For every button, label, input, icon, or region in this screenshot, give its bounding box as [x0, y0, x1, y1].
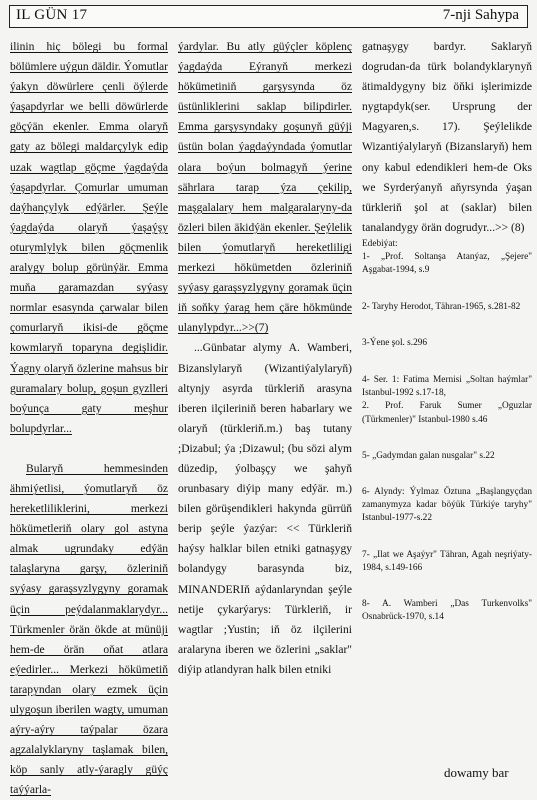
column-2 — [178, 37, 352, 680]
paragraph: Bularyň hemmesinden ähmiýetlisi, ýomutlaryň öz hereketliliklerini, merkezi hökümetleriň olary gol astyna almak ugrundaky edýän talaşlaryna garşy, özleriniň syýasy garaşsyzlygyny goramak üçin peýdalanmaklarydyr... Türkmenler örän ökde at münüji hem-de örän oňat atlara eýedirler... Merkezi hökümetiň tarapyndan olary ezmek üçin ulygoşun iberilen wagty, umuman aýry-aýry taýpalar özara agzalalyklaryny taşlamak bilen, köp sanly atly-ýaragly güýç taýýarla- — [10, 462, 168, 797]
page-header — [9, 5, 528, 28]
continued-note: dowamy bar — [444, 765, 509, 780]
reference-item: 4- Ser. 1: Fatima Mernisi „Soltan haýmlar" Istanbul-1992 s.17-18, — [362, 374, 532, 399]
reference-item: 3-Ýene şol. s.296 — [362, 337, 428, 348]
reference-item: 5- „Gadymdan galan nusgalar" s.22 — [362, 450, 495, 461]
paragraph: ýardylar. Bu atly güýçler köplenç ýagdaýda Eýranyň merkezi hökümetiniň garşysynda öz üstünliklerini saklap bilipdirler. Emma garşysyndaky goşunyň güýji üstün bolan ýagdaýyndada ýomutlar olara boýun bolmagyň ýerine sährlara tarap ýza çekilip, maşgalalary hem malgaralaryny-da özleri bilen äkidýän ekenler. Şeýlelik bilen ýomutlaryň hereketliligi merkezi hökümetden özleriniň syýasy garaşsyzlygyny goramak üçin iň soňky ýarag hem çäre hökmünde ulanylypdyr...>>(7) — [178, 41, 352, 335]
reference-item: 1- „Prof. Soltanşa Atanýaz, „Şejere" Aşgabat-1994, s.9 — [362, 252, 532, 276]
newspaper-issue: IL GÜN 17 — [16, 7, 88, 23]
page-number: 7-nji Sahypa — [442, 7, 519, 23]
reference-item: 6- Alyndy: Ýylmaz Öztuna „Başlangyçdan zamanymyza kadar böýük Türkiýe taryhy" Istanbul-1977-s.22 — [362, 486, 532, 524]
paragraph: ilinin hiç bölegi bu formal bölümlere uýgun däldir. Ýomutlar ýakyn döwürlere çenli öýlerde ýaşapdyrlar we belli döwürlerde göçýän ekenler. Emma olaryň gaty az bölegi maldarçylyk edip uzak wagtlap göçme ýagdaýda ýaşapdyrlar. Çomurlar umuman daýhançylyk edýärler. Şeýle ýagdaýda olaryň ýaşaýşy oturymlylyk bilen göçmenlik aralygy bolup görünýär. Emma muňa garamazdan syýasy normlar esasynda çarwalar bilen çomurlaryň ikisi-de göçme kowmlaryň toparyna degişlidir. Ýagny olaryň özlerine mahsus bir guramalary bolup, goşun gyzlleri boýunça gaty meşhur bolupdyrlar... — [10, 41, 168, 435]
references-title: Edebiýat: — [362, 238, 398, 249]
references — [362, 238, 532, 624]
reference-item: 2- Taryhy Herodot, Tähran-1965, s.281-82 — [362, 301, 521, 312]
paragraph: gatnaşygy bardyr. Saklaryň dogrudan-da türk bolandyklarynyň ätimaldygyny biz öňki işlerimizde nygtapdyk(ser. Ursprung der Magyaren,s. 17). Şeýlelikde Wizantiýalylaryň (Bizanslaryň) hem ony kabul edendikleri hem-de Oks we Syrderýanyň aňyrsynda ýaşan türkleriň şol at (saklar) bilen tanalandygy örän dogrudyr...>> (8) — [362, 41, 532, 234]
paragraph: ...Günbatar alymy A. Wamberi, Bizanslylaryň (Wizantiýalylaryň) altynjy asyrda türkleriň arasyna iberen ilçileriniň beren habarlary we olaryň (türkleriň.m.) baş tutany ;Dizabul; ýa ;Dizawul; (bu sözi alym düzedip, ýolbaşçy we şahyň orunbasary diýip many edýär. m.) bilen görüşendikleri hakynda gürrüň berip şeýle ýazýar: << Türkleriň haýsy halklar bilen etniki gatnaşygy bolandygy barasynda biz, MINANDERIň aýdanlaryndan şeýle netije çykarýarys: Türkleriň, ir wagtlar ;Yustin; iň öz ilçilerini aralaryna iberen we özlerini „saklar" diýip atlandyran halk bilen etniki — [178, 342, 352, 676]
column-3 — [362, 37, 532, 624]
reference-item: 2. Prof. Faruk Sumer „Oguzlar (Türkmenler)" Istanbul-1980 s.46 — [362, 401, 532, 425]
reference-item: 7- „Ilat we Aşaýyr" Tähran, Agah neşriýaty-1984, s.149-166 — [362, 549, 532, 573]
column-1 — [10, 37, 168, 800]
reference-item: 8- A. Wamberi „Das Turkenvolks" Osnabrück-1970, s.14 — [362, 598, 532, 623]
